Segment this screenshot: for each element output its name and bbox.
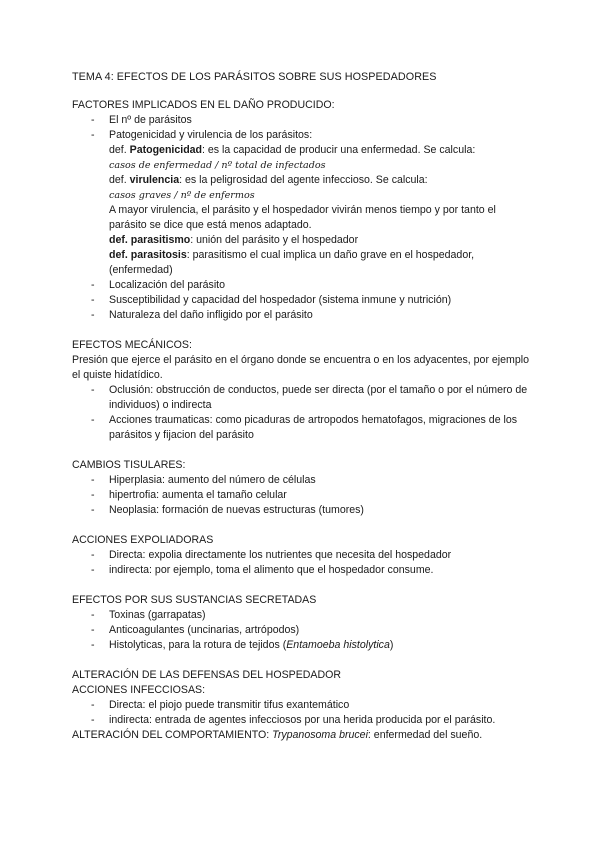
heading-tisulares: CAMBIOS TISULARES: (72, 459, 186, 471)
heading-infecciosas: ACCIONES INFECCIOSAS: (72, 684, 206, 696)
list-item: - Acciones traumaticas: como picaduras de artropodos hematofagos, migraciones de los parásitos y fijacion del parásito (72, 413, 532, 443)
list-item: - indirecta: por ejemplo, toma el alimento que el hospedador consume. (72, 563, 532, 578)
heading-mecanicos: EFECTOS MECÁNICOS: (72, 339, 192, 351)
list-item: - Naturaleza del daño infligido por el parásito (72, 308, 532, 323)
def-text: : parasitismo el cual implica un daño grave en el hospedador, (enfermedad) (109, 249, 475, 276)
list-item-text: Histolyticas, para la rotura de tejidos ( (109, 639, 287, 651)
section-defensas (72, 668, 532, 743)
def-text: : es la peligrosidad del agente infeccioso. Se calcula: (179, 174, 428, 186)
def-prefix: def. (109, 174, 130, 186)
species-name: Entamoeba histolytica (286, 639, 390, 651)
list-item: - Directa: expolia directamente los nutrientes que necesita del hospedador (72, 548, 532, 563)
def-term: Patogenicidad (129, 144, 203, 156)
def-text: : unión del parásito y el hospedador (190, 234, 359, 246)
def-text: : es la capacidad de producir una enfermedad. Se calcula: (202, 144, 476, 156)
list-item-text: Patogenicidad y virulencia de los parásitos: (109, 129, 313, 141)
definition-parasitismo (72, 233, 532, 248)
def-term: def. parasitosis (109, 249, 187, 261)
list-mecanicos (72, 383, 532, 443)
definition-parasitosis (72, 248, 532, 278)
list-secretadas (72, 608, 532, 653)
heading-secretadas: EFECTOS POR SUS SUSTANCIAS SECRETADAS (72, 594, 317, 606)
list-item: - Oclusión: obstrucción de conductos, puede ser directa (por el tamaño o por el número de individuos) o indirecta (72, 383, 532, 413)
paragraph-comportamiento (72, 728, 532, 743)
list-item: - indirecta: entrada de agentes infecciosos por una herida producida por el parásito. (72, 713, 532, 728)
definition-patogenicidad (72, 143, 532, 158)
section-factores (72, 98, 532, 323)
formula-virulencia: casos graves / nº de enfermos (109, 190, 255, 201)
formula-patogenicidad: casos de enfermedad / nº total de infectados (109, 160, 326, 171)
heading-expoliadoras: ACCIONES EXPOLIADORAS (72, 534, 214, 546)
list-item-text: ) (389, 639, 394, 651)
list-item (72, 638, 532, 653)
section-mecanicos (72, 338, 532, 443)
def-prefix: def. (109, 144, 130, 156)
list-item: - Localización del parásito (72, 278, 532, 293)
list-item: - hipertrofia: aumenta el tamaño celular (72, 488, 532, 503)
section-tisulares (72, 458, 532, 518)
def-term: virulencia (129, 174, 180, 186)
list-expoliadoras (72, 548, 532, 578)
list-item: - Neoplasia: formación de nuevas estructuras (tumores) (72, 503, 532, 518)
document-title: TEMA 4: EFECTOS DE LOS PARÁSITOS SOBRE SUS HOSPEDADORES (72, 71, 437, 83)
species-name: Trypanosoma brucei (272, 729, 368, 741)
list-infecciosas (72, 698, 532, 728)
list-item: - El nº de parásitos (72, 113, 532, 128)
list-factores (72, 113, 532, 143)
heading-defensas: ALTERACIÓN DE LAS DEFENSAS DEL HOSPEDADOR (72, 669, 342, 681)
paragraph-mecanicos: Presión que ejerce el parásito en el órgano donde se encuentra o en los adyacentes, por ejemplo el quiste hidatídico. (72, 354, 530, 381)
section-expoliadoras (72, 533, 532, 578)
list-item: - Anticoagulantes (uncinarias, artrópodos) (72, 623, 532, 638)
list-factores-cont (72, 278, 532, 323)
list-item: - Toxinas (garrapatas) (72, 608, 532, 623)
list-tisulares (72, 473, 532, 518)
list-item: - Susceptibilidad y capacidad del hospedador (sistema inmune y nutrición) (72, 293, 532, 308)
document-page (72, 70, 532, 743)
comportamiento-text: : enfermedad del sueño. (367, 729, 483, 741)
heading-factores: FACTORES IMPLICADOS EN EL DAÑO PRODUCIDO: (72, 99, 335, 111)
list-item: - Directa: el piojo puede transmitir tifus exantemático (72, 698, 532, 713)
list-item-patogenicidad (72, 128, 532, 143)
virulence-note: A mayor virulencia, el parásito y el hospedador vivirán menos tiempo y por tanto el parásito se dice que está menos adaptado. (109, 204, 496, 231)
comportamiento-label: ALTERACIÓN DEL COMPORTAMIENTO: (72, 729, 273, 741)
list-item: - Hiperplasia: aumento del número de células (72, 473, 532, 488)
definition-virulencia (72, 173, 532, 188)
def-term: def. parasitismo (109, 234, 191, 246)
section-secretadas (72, 593, 532, 653)
